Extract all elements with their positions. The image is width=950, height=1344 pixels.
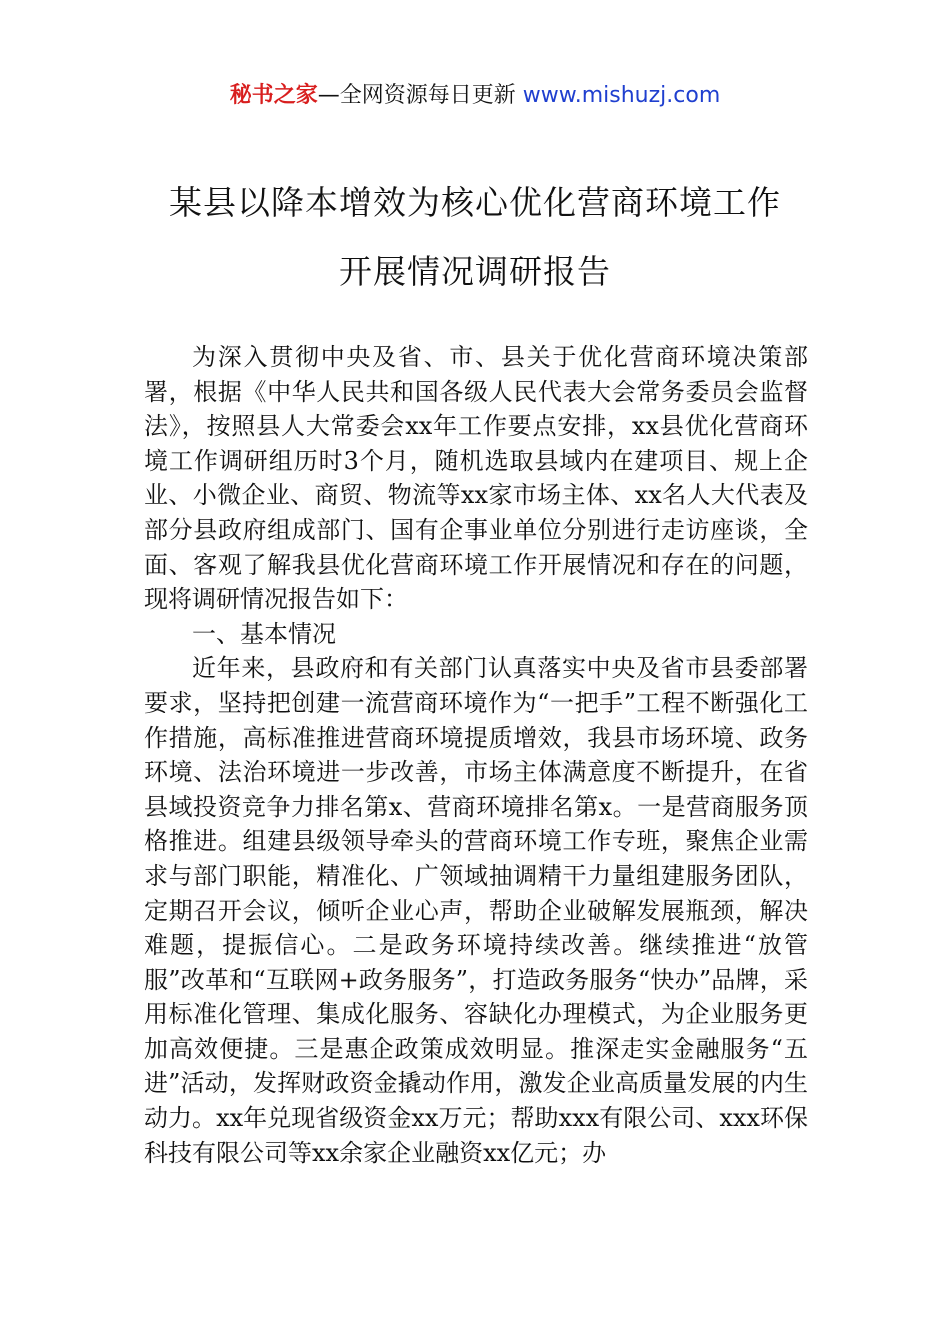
document-body	[144, 340, 808, 1170]
header-tagline: —全网资源每日更新	[317, 83, 523, 108]
body-paragraph: 近年来，县政府和有关部门认真落实中央及省市县委部署要求，坚持把创建一流营商环境作为“一把手”工程不断强化工作措施，高标准推进营商环境提质增效，我县市场环境、政务环境、法治环境进一步改善，市场主体满意度不断提升，在省县域投资竞争力排名第x、营商环境排名第x。一是营商服务顶格推进。组建县级领导牵头的营商环境工作专班，聚焦企业需求与部门职能，精准化、广领域抽调精干力量组建服务团队，定期召开会议，倾听企业心声，帮助企业破解发展瓶颈，解决难题，提振信心。二是政务环境持续改善。继续推进“放管服”改革和“互联网+政务服务”，打造政务服务“快办”品牌，采用标准化管理、集成化服务、容缺化办理模式，为企业服务更加高效便捷。三是惠企政策成效明显。推深走实金融服务“五进”活动，发挥财政资金撬动作用，激发企业高质量发展的内生动力。xx年兑现省级资金xx万元；帮助xxx有限公司、xxx环保科技有限公司等xx余家企业融资xx亿元；办	[144, 654, 808, 1167]
section-heading: 一、基本情况	[192, 619, 336, 648]
brand-name: 秘书之家	[229, 83, 318, 108]
intro-paragraph: 为深入贯彻中央及省、市、县关于优化营商环境决策部署，根据《中华人民共和国各级人民代表大会常务委员会监督法》，按照县人大常委会xx年工作要点安排，xx县优化营商环境工作调研组历时3个月，随机选取县域内在建项目、规上企业、小微企业、商贸、物流等xx家市场主体、xx名人大代表及部分县政府组成部门、国有企事业单位分别进行走访座谈，全面、客观了解我县优化营商环境工作开展情况和存在的问题，现将调研情况报告如下：	[144, 343, 808, 614]
document-title-line-2: 开展情况调研报告	[339, 252, 611, 291]
site-link[interactable]: www.mishuzj.com	[522, 83, 721, 108]
site-header	[0, 80, 950, 112]
document-title-line-1: 某县以降本增效为核心优化营商环境工作	[169, 183, 781, 222]
